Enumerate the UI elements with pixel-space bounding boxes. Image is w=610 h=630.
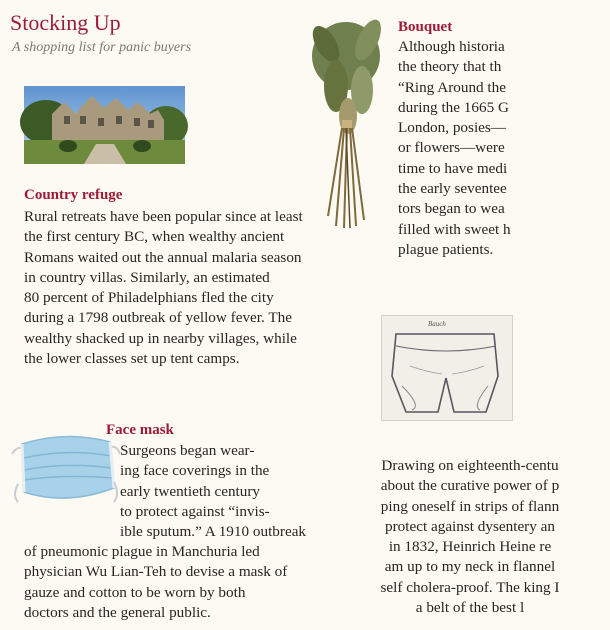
country-house-photo xyxy=(24,86,185,164)
face-mask-body: of pneumonic plague in Manchuria led physician Wu Lian-Teh to devise a mask of gauze and cotton to be worn by both doctors and the general public. xyxy=(24,543,288,621)
bouquet-body: Although historia the theory that th “Ring Around the during the 1665 G London, posies— or flowers—were time to have medi the early seventee tors began to wea filled with sweet h plague patients. xyxy=(398,38,511,258)
face-mask-heading: Face mask xyxy=(106,422,174,438)
page-title: Stocking Up xyxy=(10,10,121,35)
flannel-belt-drawing xyxy=(381,315,513,421)
country-refuge-body: Rural retreats have been popular since at least the first century BC, when wealthy ancient Romans waited out the annual malaria season in country villas. Similarly, an estimated 80 percent of Philadelphians fled the city during a 1798 outbreak of yellow fever. The wealthy shacked up in nearby villages, while the lower classes set up tent camps. xyxy=(24,208,303,368)
page-subtitle: A shopping list for panic buyers xyxy=(12,40,192,55)
drawing-caption: Bauch xyxy=(428,320,446,328)
flannel-body: Drawing on eighteenth-centu about the curative power of p ping oneself in strips of flann protect against dysentery an in 1832, Heinrich Heine re am up to my neck in flannel self cholera-proof. The king I a belt of the best l xyxy=(380,457,560,617)
bouquet-heading: Bouquet xyxy=(398,19,453,35)
face-mask-body-indented: Surgeons began wear- ing face coverings in the early twentieth century to protect against “invis- ible sputum.” A 1910 outbreak xyxy=(120,442,307,541)
country-refuge-heading: Country refuge xyxy=(24,187,123,203)
herb-bouquet-image xyxy=(306,16,392,230)
